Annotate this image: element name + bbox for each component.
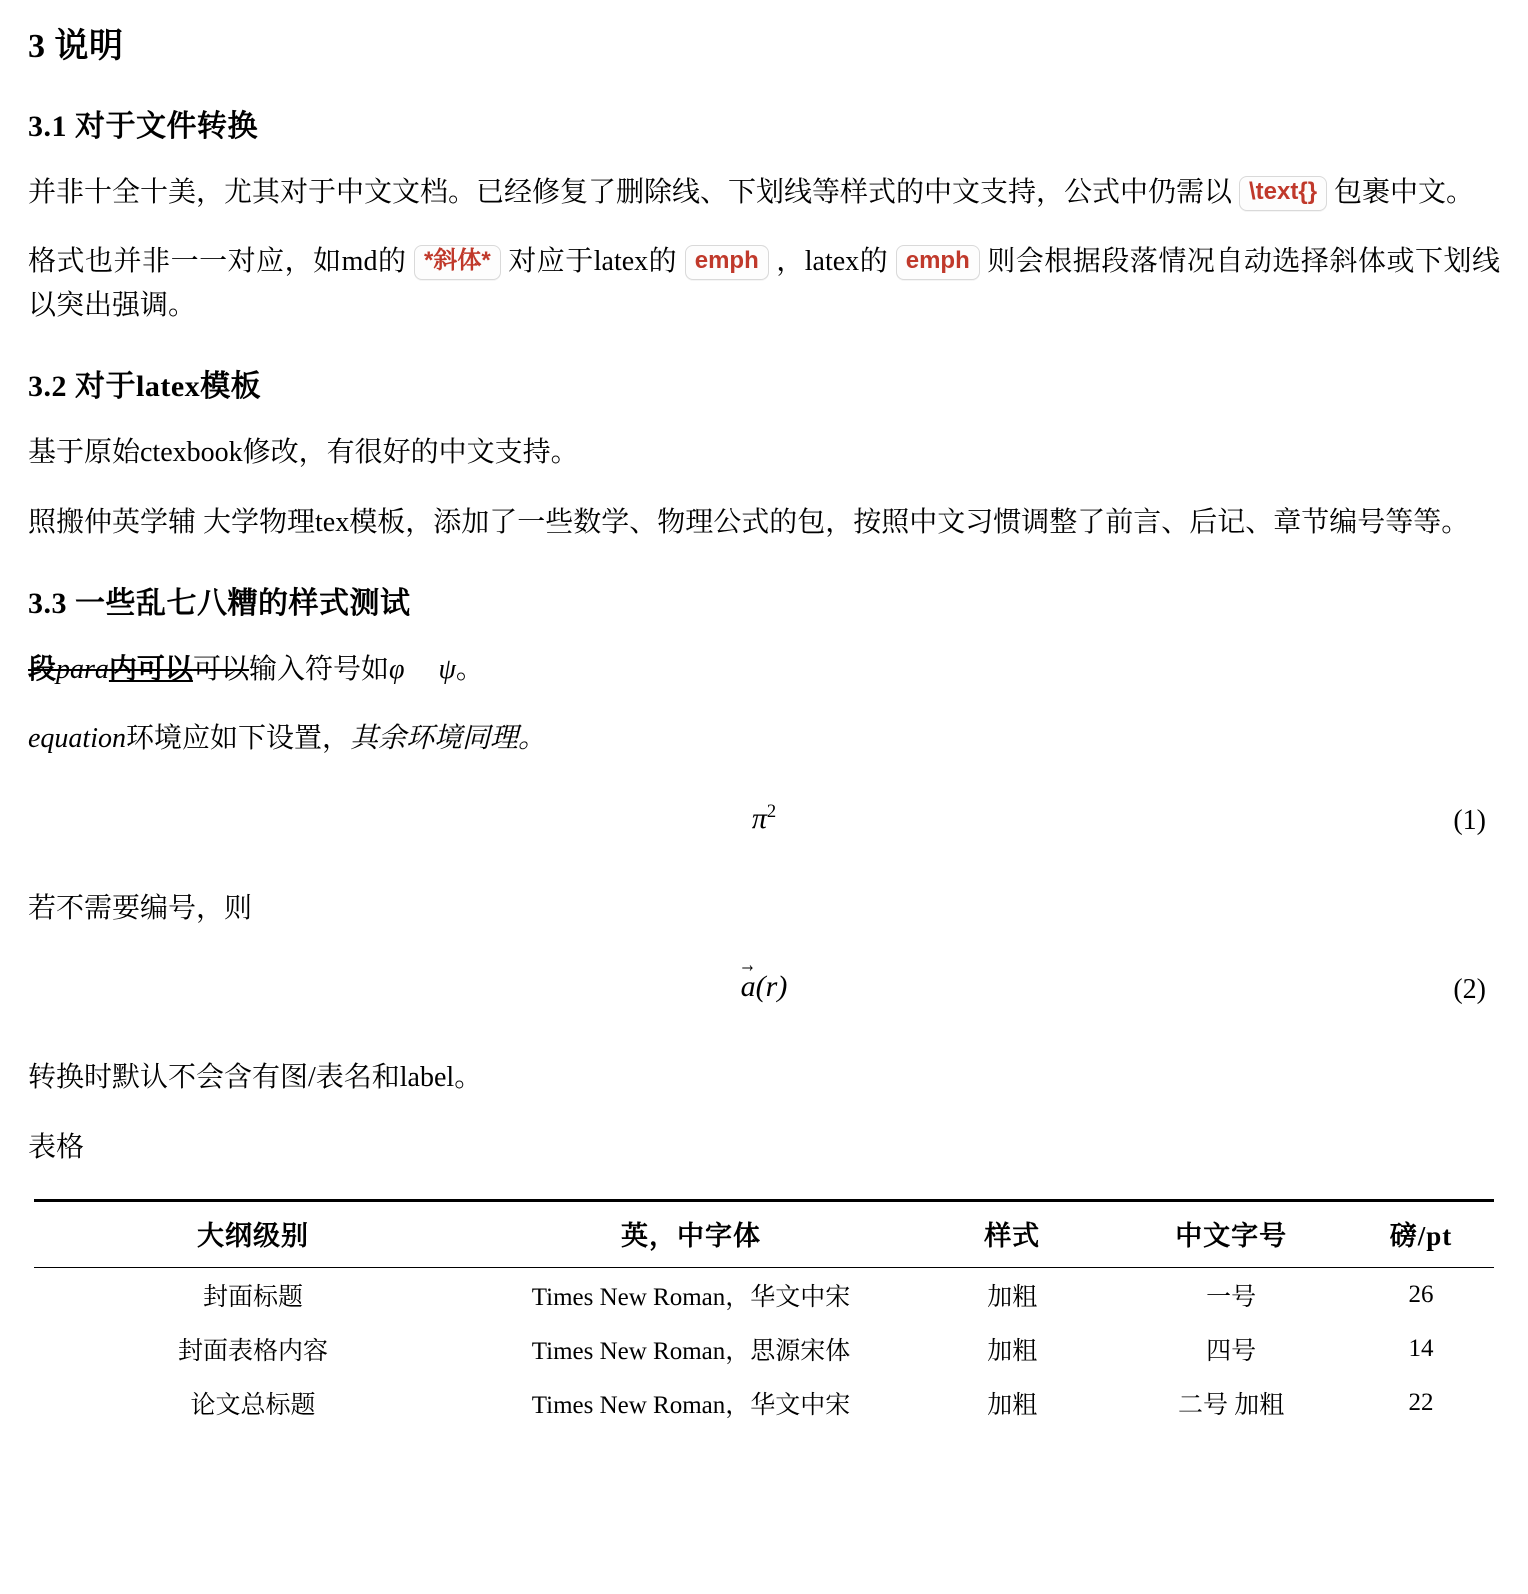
table-header-cell-level: 大纲级别 bbox=[34, 1200, 472, 1267]
paragraph-file-conversion bbox=[28, 171, 1500, 214]
table-row bbox=[34, 1267, 1494, 1322]
section-title: 说明 bbox=[54, 28, 124, 65]
paragraph-format-mapping bbox=[28, 240, 1500, 327]
table-cell-size: 二号 加粗 bbox=[1178, 1391, 1285, 1419]
subsection-title: 对于latex模板 bbox=[75, 370, 262, 404]
table-header-cell-font: 英，中字体 bbox=[472, 1200, 910, 1267]
inline-code-emph-2: emph bbox=[896, 245, 980, 280]
table-cell-pt: 26 bbox=[1348, 1267, 1494, 1322]
table-cell-pt: 14 bbox=[1408, 1334, 1434, 1362]
paragraph-no-caption: 转换时默认不会含有图/表名和label。 bbox=[28, 1062, 483, 1094]
display-equation-2 bbox=[28, 970, 1500, 1020]
struck-bold-text: 段 bbox=[28, 653, 57, 685]
equation-body bbox=[28, 801, 1500, 836]
equation-pi: π bbox=[751, 801, 767, 835]
table-cell-pt: 22 bbox=[1408, 1388, 1434, 1416]
paragraph-text-end: 。 bbox=[455, 653, 484, 685]
struck-underlined-text: 内可以 bbox=[108, 653, 193, 685]
paragraph-table-label: 表格 bbox=[28, 1131, 85, 1163]
paragraph-text-b: 对应于latex的 bbox=[508, 246, 678, 278]
paragraph-text-tail: 输入符号如 bbox=[248, 653, 389, 685]
table-header bbox=[34, 1200, 1494, 1267]
table-cell-size: 四号 bbox=[1206, 1337, 1257, 1365]
table-body bbox=[34, 1267, 1494, 1430]
table-header-cell-pt: 磅/pt bbox=[1348, 1200, 1494, 1267]
inline-code-emph-1: emph bbox=[685, 245, 769, 280]
symbol-phi: φ bbox=[388, 653, 405, 685]
paragraph-style-test bbox=[28, 648, 1500, 691]
style-table bbox=[34, 1199, 1494, 1430]
subsection-title: 对于文件转换 bbox=[75, 110, 258, 143]
paragraph-text-a: 格式也并非一一对应，如md的 bbox=[28, 246, 407, 278]
table-header-row bbox=[34, 1200, 1494, 1267]
equation-exponent: 2 bbox=[766, 800, 777, 822]
subsection-heading-3-1 bbox=[28, 101, 1500, 145]
table-container bbox=[28, 1199, 1500, 1430]
table-cell-size: 一号 bbox=[1114, 1267, 1348, 1322]
equation-env-name: equation bbox=[28, 723, 126, 755]
display-equation-1 bbox=[28, 801, 1500, 851]
subsection-title: 一些乱七八糟的样式测试 bbox=[75, 586, 411, 620]
paragraph-equation-intro bbox=[28, 717, 1500, 760]
table-header-cell-size: 中文字号 bbox=[1114, 1200, 1348, 1267]
inline-code-italic-markdown: *斜体* bbox=[414, 245, 501, 280]
subsection-number: 3.2 bbox=[28, 370, 67, 404]
struck-text: 可以 bbox=[192, 653, 249, 685]
paragraph-text-c: ，latex的 bbox=[776, 246, 889, 278]
inline-code-text-command: \text{} bbox=[1239, 176, 1327, 211]
equation-body bbox=[28, 970, 1500, 1004]
paragraph-text-b: 包裹中文。 bbox=[1334, 177, 1475, 208]
paragraph-no-number: 若不需要编号，则 bbox=[28, 892, 253, 924]
section-heading bbox=[28, 18, 1500, 67]
paragraph-text-a: 并非十全十美，尤其对于中文文档。已经修复了删除线、下划线等样式的中文支持，公式中仍需以 bbox=[28, 177, 1233, 208]
paragraph-text-b: 环境应如下设置， bbox=[126, 723, 351, 755]
subsection-heading-3-3 bbox=[28, 578, 1500, 622]
subsection-number: 3.1 bbox=[28, 110, 67, 143]
equation-argument: (r) bbox=[755, 970, 788, 1004]
subsection-number: 3.3 bbox=[28, 586, 67, 620]
paragraph-text-d: 则会根据段落情况自动选择斜体或下划线以突出强调。 bbox=[28, 246, 1501, 321]
table-cell-style: 加粗 bbox=[987, 1337, 1038, 1365]
symbol-psi: ψ bbox=[438, 653, 456, 685]
table-row bbox=[34, 1322, 1494, 1376]
struck-italic-text: para bbox=[56, 653, 109, 685]
table-cell-level: 封面表格内容 bbox=[177, 1337, 328, 1365]
table-cell-level: 论文总标题 bbox=[190, 1391, 316, 1419]
paragraph-ctexbook: 基于原始ctexbook修改，有很好的中文支持。 bbox=[28, 437, 579, 469]
equation-number-2: (2) bbox=[1453, 974, 1486, 1006]
table-row bbox=[34, 1376, 1494, 1430]
table-cell-font: Times New Roman，华文中宋 bbox=[531, 1391, 851, 1419]
table-cell-style: 加粗 bbox=[910, 1267, 1114, 1322]
table-cell-font: Times New Roman，思源宋体 bbox=[531, 1337, 851, 1365]
table-cell-level: 封面标题 bbox=[34, 1267, 472, 1322]
table-cell-style: 加粗 bbox=[987, 1391, 1038, 1419]
table-header-cell-style: 样式 bbox=[910, 1200, 1114, 1267]
document-page bbox=[0, 18, 1528, 1430]
equation-vector-a: a → bbox=[741, 970, 756, 1004]
section-number: 3 bbox=[28, 28, 46, 65]
equation-number-1: (1) bbox=[1453, 804, 1486, 836]
table-cell-font: Times New Roman，华文中宋 bbox=[472, 1267, 910, 1322]
subsection-heading-3-2 bbox=[28, 361, 1500, 405]
paragraph-text-italic: 其余环境同理。 bbox=[350, 723, 547, 755]
paragraph-template-origin: 照搬仲英学辅 大学物理tex模板，添加了一些数学、物理公式的包，按照中文习惯调整了前言、后记、章节编号等等。 bbox=[28, 506, 1470, 538]
